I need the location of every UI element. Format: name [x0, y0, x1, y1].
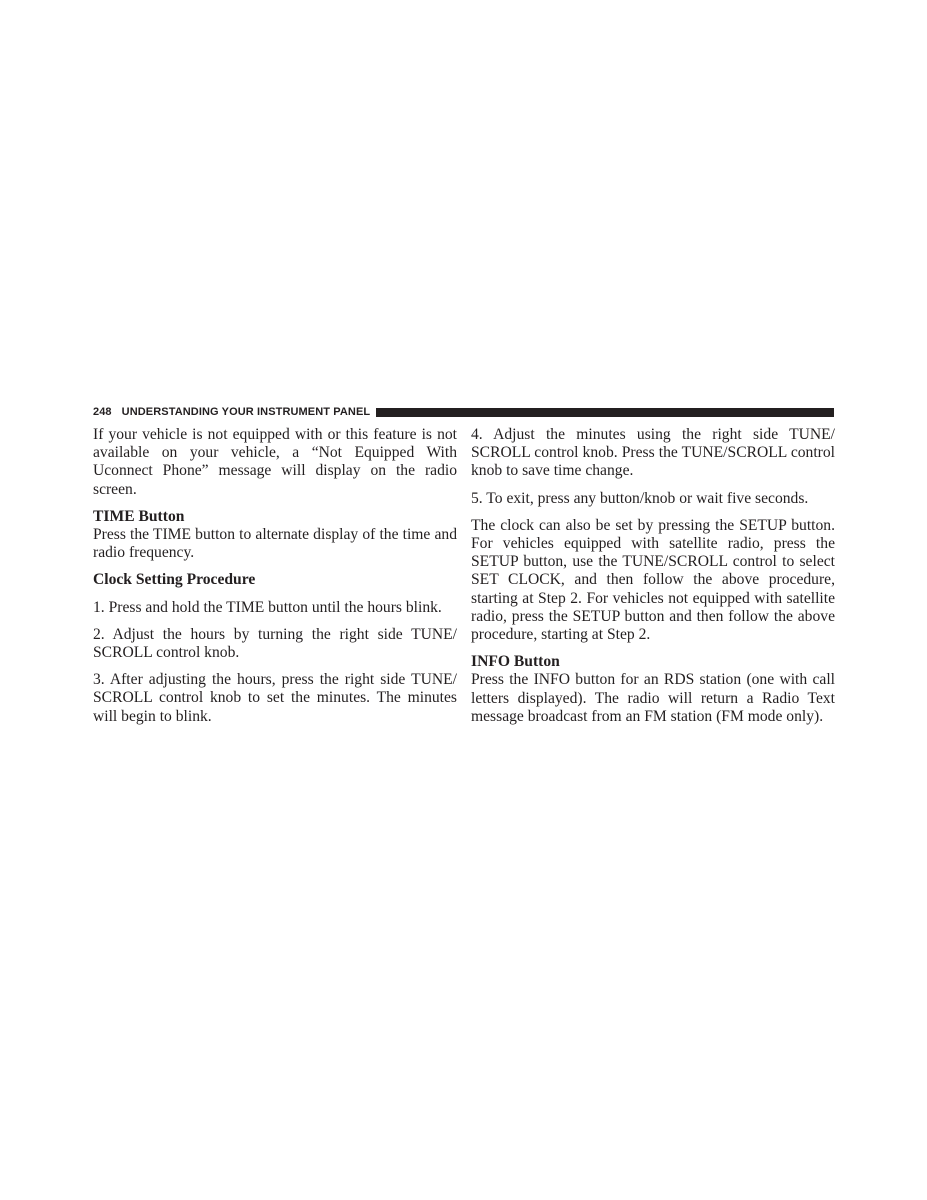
page-number: 248: [93, 406, 112, 418]
step-4: 4. Adjust the minutes using the right side TUNE/ SCROLL control knob. Press the TUNE/SCROLL control knob to save time change.: [471, 426, 835, 480]
info-button-paragraph: Press the INFO button for an RDS station (one with call letters displayed). The radio will return a Radio Text message broadcast from an FM station (FM mode only).: [471, 671, 835, 725]
intro-paragraph: If your vehicle is not equipped with or this feature is not available on your vehicle, a “Not Equipped With Uconnect Phone” message will display on the radio screen.: [93, 426, 457, 498]
info-button-heading: INFO Button: [471, 653, 560, 671]
step-3: 3. After adjusting the hours, press the right side TUNE/ SCROLL control knob to set the minutes. The minutes will begin to blink.: [93, 671, 457, 725]
header-rule: [376, 408, 834, 417]
clock-setting-heading: Clock Setting Procedure: [93, 571, 256, 589]
right-column: [471, 426, 835, 726]
section-title: UNDERSTANDING YOUR INSTRUMENT PANEL: [121, 406, 371, 418]
page-header: [93, 404, 834, 420]
time-button-paragraph: Press the TIME button to alternate display of the time and radio frequency.: [93, 526, 457, 562]
step-1: 1. Press and hold the TIME button until the hours blink.: [93, 598, 442, 616]
left-column: [93, 426, 457, 726]
time-button-heading: TIME Button: [93, 507, 185, 525]
step-5: 5. To exit, press any button/knob or wait five seconds.: [471, 489, 809, 507]
setup-paragraph: The clock can also be set by pressing the SETUP button. For vehicles equipped with satellite radio, press the SETUP button, use the TUNE/SCROLL control to select SET CLOCK, and then follow the above procedure, starting at Step 2. For vehicles not equipped with satellite radio, press the SETUP button and then follow the above procedure, starting at Step 2.: [471, 516, 835, 644]
step-2: 2. Adjust the hours by turning the right side TUNE/ SCROLL control knob.: [93, 625, 457, 662]
